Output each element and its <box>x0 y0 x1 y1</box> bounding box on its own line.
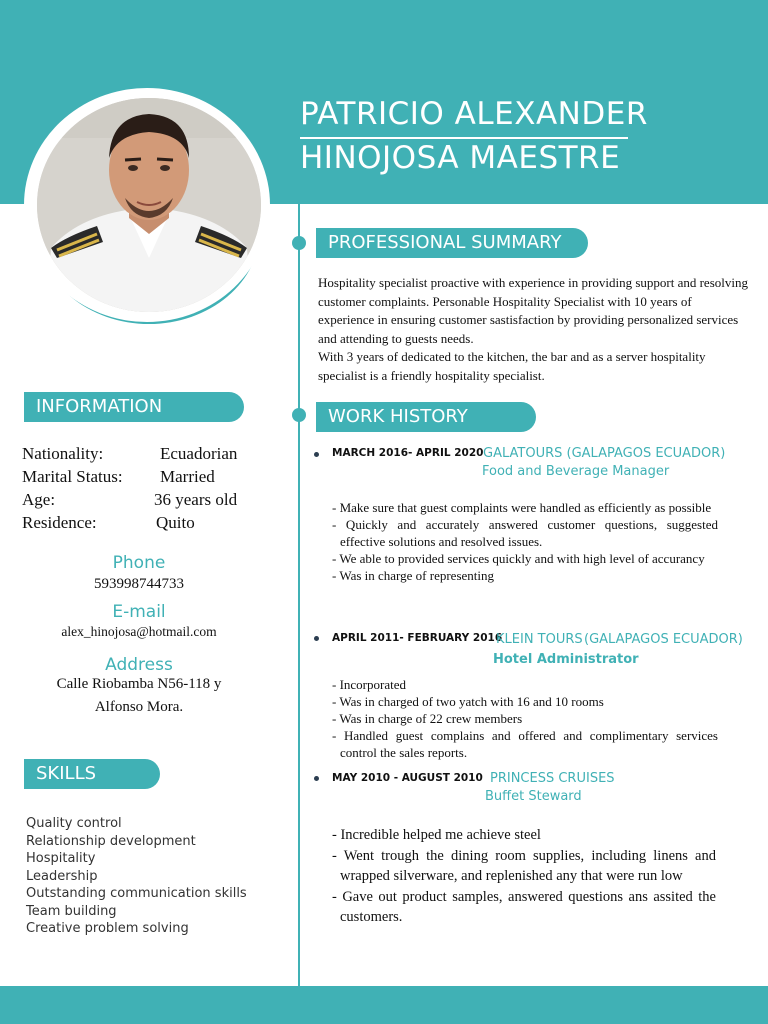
job-bullet-dot <box>314 776 319 781</box>
skills-list <box>26 815 247 938</box>
job-bullet-dot <box>314 452 319 457</box>
phone-value: 593998744733 <box>94 576 184 592</box>
job-date: APRIL 2011- FEBRUARY 2016 <box>332 632 503 644</box>
duty-item: - Quickly and accurately answered customer questions, suggested effective solutions and resolved issues. <box>332 517 718 549</box>
duty-item: - Was in charge of 22 crew members <box>332 711 523 726</box>
summary-text <box>318 274 750 385</box>
job-company: PRINCESS CRUISES <box>490 771 615 786</box>
job-bullet-dot <box>314 636 319 641</box>
email-value[interactable]: alex_hinojosa@hotmail.com <box>61 624 217 639</box>
job-duties <box>332 825 716 928</box>
skill-item: Leadership <box>26 868 98 884</box>
profile-photo <box>37 98 261 312</box>
info-value: Quito <box>156 513 195 532</box>
skill-item: Creative problem solving <box>26 921 189 936</box>
duty-item: - We able to provided services quickly and with high level of accurancy <box>332 551 705 566</box>
skill-item: Relationship development <box>26 833 196 849</box>
summary-paragraph-1: Hospitality specialist proactive with experience in providing support and resolving customer complaints. Personable Hospitality Specialist with 10 years of experience in ensuring customer sastisfaction by providing personalized services and attending to guests needs. <box>318 275 748 346</box>
work-dot <box>292 408 306 422</box>
duty-item: - Gave out product samples, answered questions ans assited the customers. <box>332 888 716 925</box>
job-duties <box>332 499 718 584</box>
information-table <box>22 442 282 534</box>
job-duties <box>332 676 718 761</box>
info-label: Nationality: <box>22 444 104 463</box>
duty-item: - Incredible helped me achieve steel <box>332 827 541 843</box>
address-line-1: Calle Riobamba N56-118 y <box>56 676 222 692</box>
email-label: E-mail <box>112 602 166 622</box>
job-date: MARCH 2016- APRIL 2020 <box>332 447 484 459</box>
timeline-divider <box>298 204 300 986</box>
job-company: GALATOURS (GALAPAGOS ECUADOR) <box>483 446 726 461</box>
skill-item: Hospitality <box>26 851 96 866</box>
job-company: KLEIN TOURS <box>496 632 583 647</box>
person-portrait-icon <box>37 98 261 312</box>
phone-label: Phone <box>112 553 166 573</box>
duty-item: - Went trough the dining room supplies, including linens and wrapped silverware, and replenished any that were run low <box>332 847 716 884</box>
name-line-2: HINOJOSA MAESTRE <box>300 140 621 176</box>
summary-heading: PROFESSIONAL SUMMARY <box>316 228 588 258</box>
job-role: Food and Beverage Manager <box>482 464 670 479</box>
job-date: MAY 2010 - AUGUST 2010 <box>332 772 483 784</box>
footer-band <box>0 986 768 1024</box>
info-row-marital <box>22 465 282 488</box>
work-heading: WORK HISTORY <box>316 402 536 432</box>
job-company-location: (GALAPAGOS ECUADOR) <box>584 632 743 647</box>
info-value: Married <box>160 467 215 486</box>
summary-dot <box>292 236 306 250</box>
information-heading: INFORMATION <box>24 392 244 422</box>
duty-item: - Was in charged of two yatch with 16 and 10 rooms <box>332 694 604 709</box>
skill-item: Team building <box>26 903 117 919</box>
summary-paragraph-2: With 3 years of dedicated to the kitchen, the bar and as a server hospitality specialist is a friendly hospitality specialist. <box>318 349 706 383</box>
info-label: Marital Status: <box>22 467 123 486</box>
duty-item: - Make sure that guest complaints were handled as efficiently as possible <box>332 500 712 515</box>
skill-item: Outstanding communication skills <box>26 886 247 901</box>
duty-item: - Was in charge of representing <box>332 568 494 583</box>
info-row-age <box>22 488 282 511</box>
skill-item: Quality control <box>26 816 122 831</box>
name-underline <box>300 137 628 139</box>
duty-item: - Handled guest complains and offered and complimentary services control the sales reports. <box>332 728 718 760</box>
address-line-2: Alfonso Mora. <box>94 699 184 715</box>
info-value: Ecuadorian <box>160 444 238 463</box>
info-label: Age: <box>22 490 56 509</box>
info-row-residence <box>22 511 282 534</box>
info-value: 36 years old <box>154 490 238 509</box>
address-label: Address <box>105 655 173 675</box>
info-label: Residence: <box>22 513 97 532</box>
name-line-1: PATRICIO ALEXANDER <box>300 96 648 132</box>
duty-item: - Incorporated <box>332 677 406 692</box>
job-role: Hotel Administrator <box>493 652 639 667</box>
info-row-nationality <box>22 442 282 465</box>
job-role: Buffet Steward <box>485 789 582 804</box>
skills-heading: SKILLS <box>24 759 160 789</box>
